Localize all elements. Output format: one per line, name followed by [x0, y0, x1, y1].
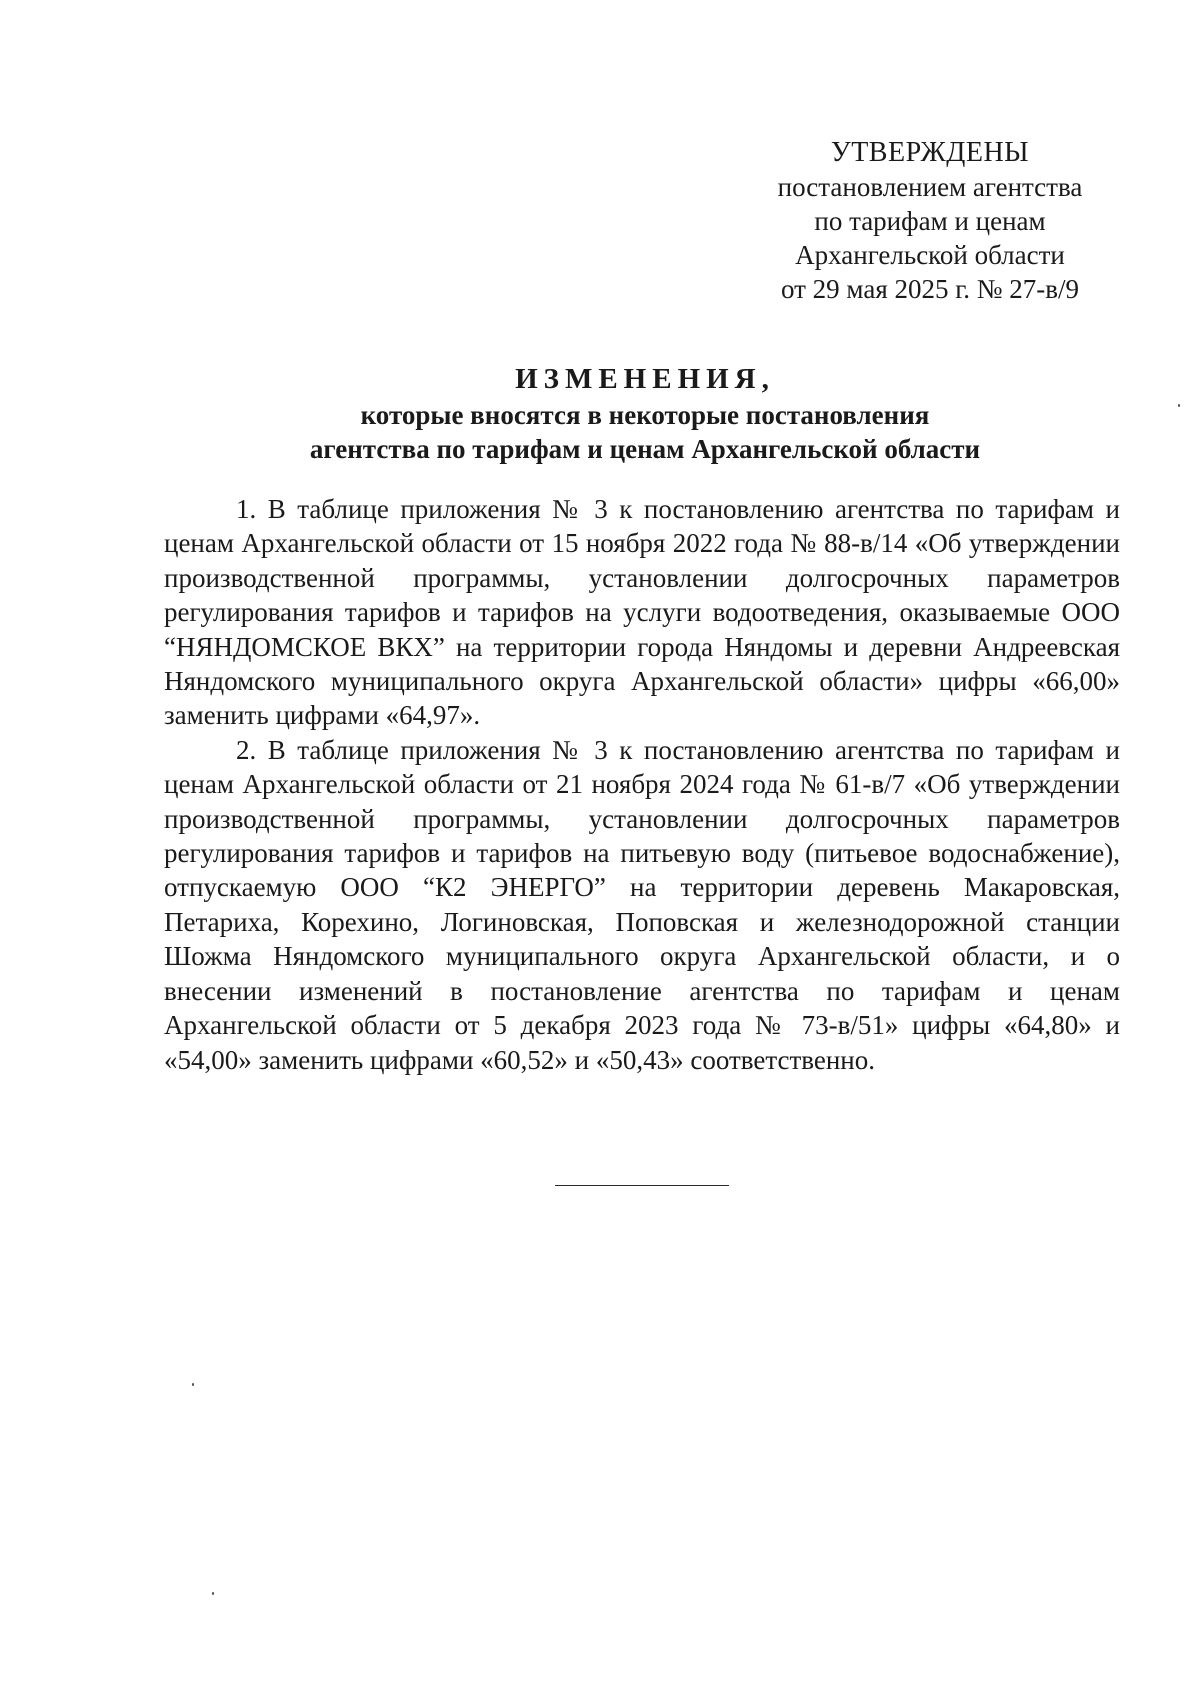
document-heading [150, 360, 1140, 466]
approval-date-number: от 29 мая 2025 г. № 27-в/9 [780, 274, 1080, 304]
approval-block [740, 136, 1120, 306]
approval-line: по тарифам и ценам [814, 206, 1046, 236]
approval-line: Архангельской области [795, 240, 1065, 270]
document-subtitle-line: агентства по тарифам и ценам Архангельской области [309, 434, 981, 464]
scan-speck [1178, 404, 1180, 407]
scan-speck [192, 1383, 194, 1386]
approval-title: УТВЕРЖДЕНЫ [830, 137, 1030, 168]
document-body [164, 492, 1120, 1077]
document-title: ИЗМЕНЕНИЯ, [515, 363, 775, 395]
amendment-item: 1. В таблице приложения № 3 к постановлению агентства по тарифам и ценам Архангельской области от 15 ноября 2022 года № 88-в/14 «Об утверждении производственной программы, установлении долгосрочных параметров регулирования тарифов и тарифов на услуги водоотведения, оказываемые ООО “НЯНДОМСКОЕ ВКХ” на территории города Няндомы и деревни Андреевская Няндомского муниципального округа Архангельской области» цифры «66,00» заменить цифрами «64,97». [164, 494, 1120, 731]
end-divider [555, 1185, 729, 1186]
approval-line: постановлением агентства [777, 172, 1083, 202]
document-subtitle-line: которые вносятся в некоторые постановления [360, 400, 930, 430]
scan-speck [212, 1592, 214, 1595]
amendment-item: 2. В таблице приложения № 3 к постановлению агентства по тарифам и ценам Архангельской области от 21 ноября 2024 года № 61-в/7 «Об утверждении производственной программы, установлении долгосрочных параметров регулирования тарифов и тарифов на питьевую воду (питьевое водоснабжение), отпускаемую ООО “К2 ЭНЕРГО” на территории деревень Макаровская, Петариха, Корехино, Логиновская, Поповская и железнодорожной станции Шожма Няндомского муниципального округа Архангельской области, и о внесении изменений в постановление агентства по тарифам и ценам Архангельской области от 5 декабря 2023 года № 73-в/51» цифры «64,80» и «54,00» заменить цифрами «60,52» и «50,43» соответственно. [164, 734, 1120, 1075]
